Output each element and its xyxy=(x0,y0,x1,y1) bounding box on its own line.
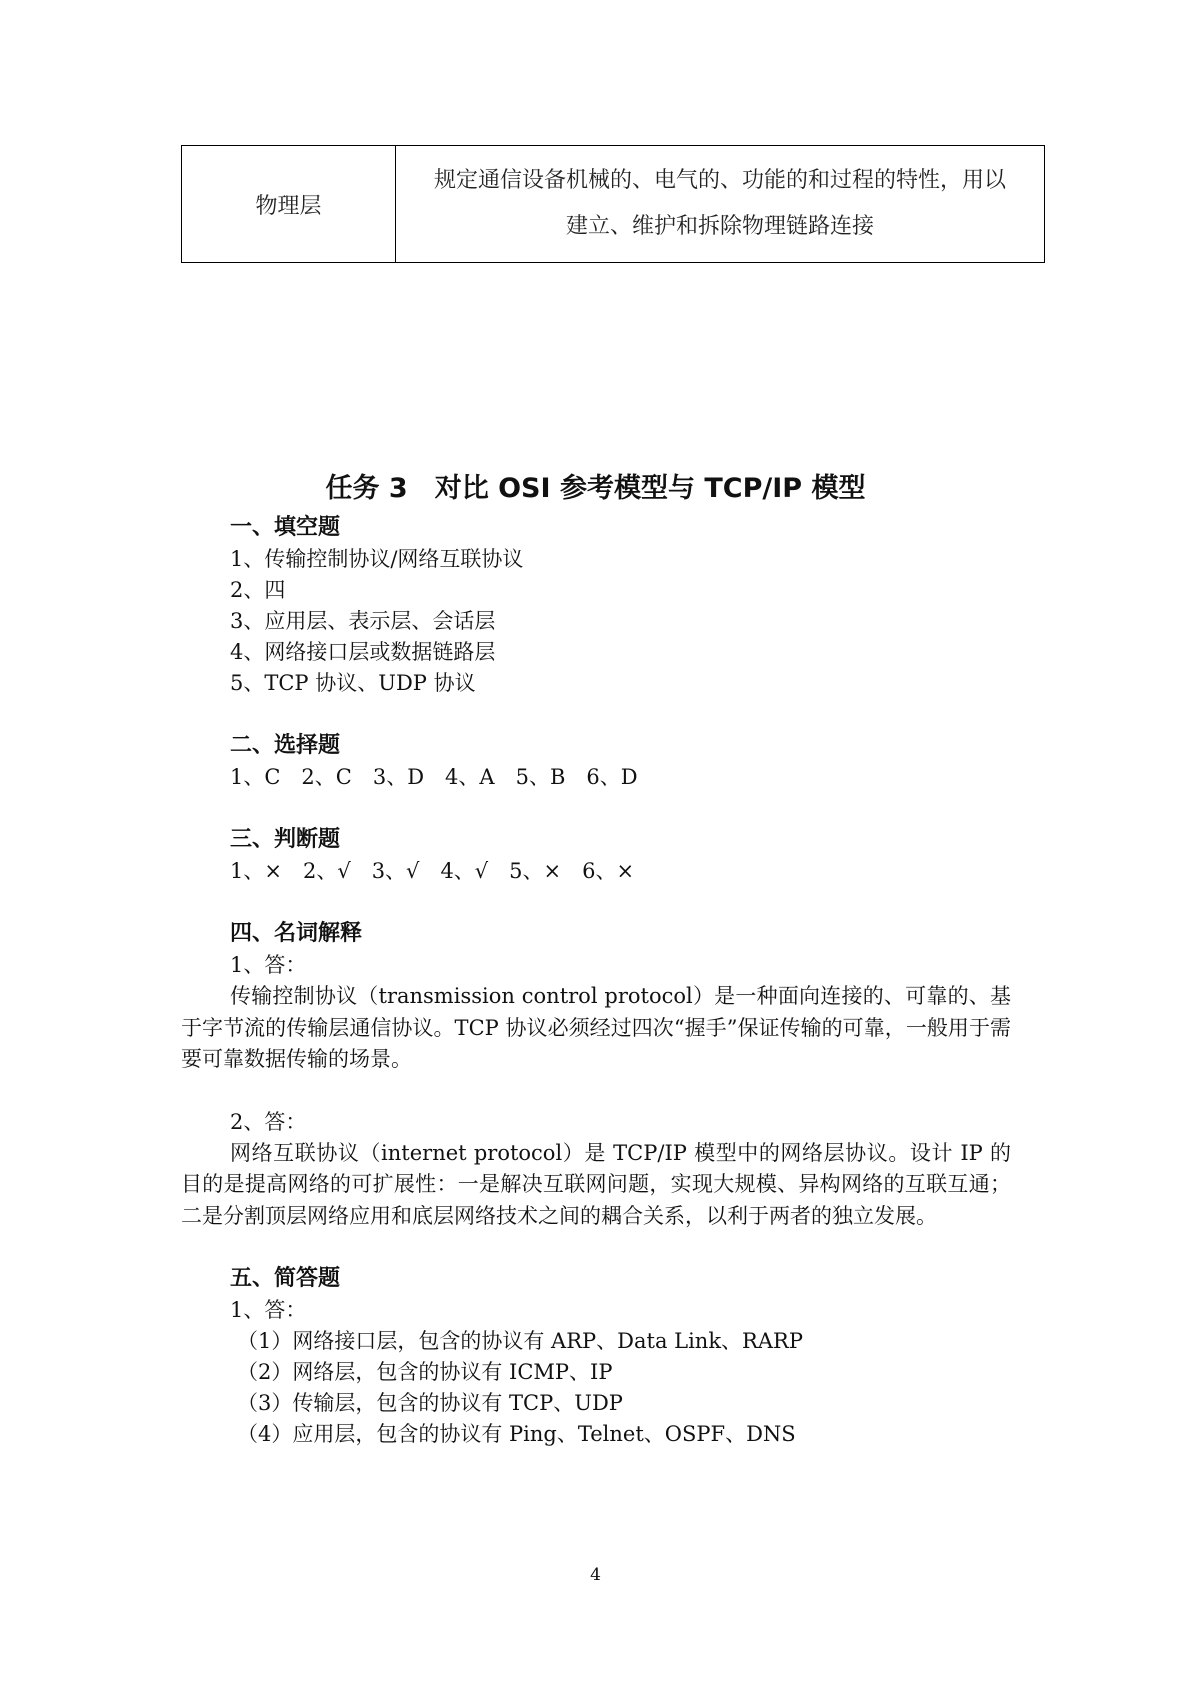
layer-name-cell: 物理层 xyxy=(182,146,396,263)
section-heading: 二、选择题 xyxy=(230,733,341,758)
table-row xyxy=(182,146,1045,263)
answer-content xyxy=(181,512,1011,1450)
answer-line: 1、× 2、√ 3、√ 4、√ 5、× 6、× xyxy=(230,859,635,883)
section-true-false xyxy=(181,824,1011,887)
section-term-explanation xyxy=(181,918,1011,1232)
section-heading: 五、简答题 xyxy=(230,1266,341,1291)
answer-line: 2、四 xyxy=(230,578,286,602)
answer-paragraph: 传输控制协议（transmission control protocol）是一种面向连接的、可靠的、基于字节流的传输层通信协议。TCP 协议必须经过四次“握手”保证传输的可靠，一般用于需要可靠数据传输的场景。 xyxy=(181,984,1011,1071)
answer-label: 2、答： xyxy=(230,1109,307,1134)
answer-line: 3、应用层、表示层、会话层 xyxy=(230,609,496,633)
section-fill-in-blank xyxy=(181,512,1011,699)
list-item: （2）网络层，包含的协议有 ICMP、IP xyxy=(237,1360,613,1384)
layer-description-cell xyxy=(396,146,1045,263)
page-number: 4 xyxy=(590,1565,601,1585)
answer-line: 5、TCP 协议、UDP 协议 xyxy=(230,671,476,695)
answer-line: 1、传输控制协议/网络互联协议 xyxy=(230,547,524,571)
section-short-answer xyxy=(181,1263,1011,1450)
answer-paragraph: 网络互联协议（internet protocol）是 TCP/IP 模型中的网络层协议。设计 IP 的目的是提高网络的可扩展性：一是解决互联网问题，实现大规模、异构网络的互联互通；二是分割顶层网络应用和底层网络技术之间的耦合关系，以利于两者的独立发展。 xyxy=(181,1140,1011,1228)
layer-description-line: 建立、维护和拆除物理链路连接 xyxy=(565,214,874,239)
section-multiple-choice xyxy=(181,730,1011,793)
section-heading: 一、填空题 xyxy=(230,515,341,540)
list-item: （3）传输层，包含的协议有 TCP、UDP xyxy=(237,1391,623,1415)
answer-line: 1、C 2、C 3、D 4、A 5、B 6、D xyxy=(230,765,638,789)
section-heading: 三、判断题 xyxy=(230,827,341,852)
page-title: 任务 3 对比 OSI 参考模型与 TCP/IP 模型 xyxy=(325,473,866,504)
section-heading: 四、名词解释 xyxy=(230,921,363,946)
answer-line: 4、网络接口层或数据链路层 xyxy=(230,640,496,664)
answer-label: 1、答： xyxy=(230,1298,307,1322)
list-item: （1）网络接口层，包含的协议有 ARP、Data Link、RARP xyxy=(237,1329,803,1353)
list-item: （4）应用层，包含的协议有 Ping、Telnet、OSPF、DNS xyxy=(237,1422,796,1446)
osi-layer-table xyxy=(181,145,1045,263)
answer-label: 1、答： xyxy=(230,953,307,977)
layer-description-line: 规定通信设备机械的、电气的、功能的和过程的特性，用以 xyxy=(433,168,1006,193)
